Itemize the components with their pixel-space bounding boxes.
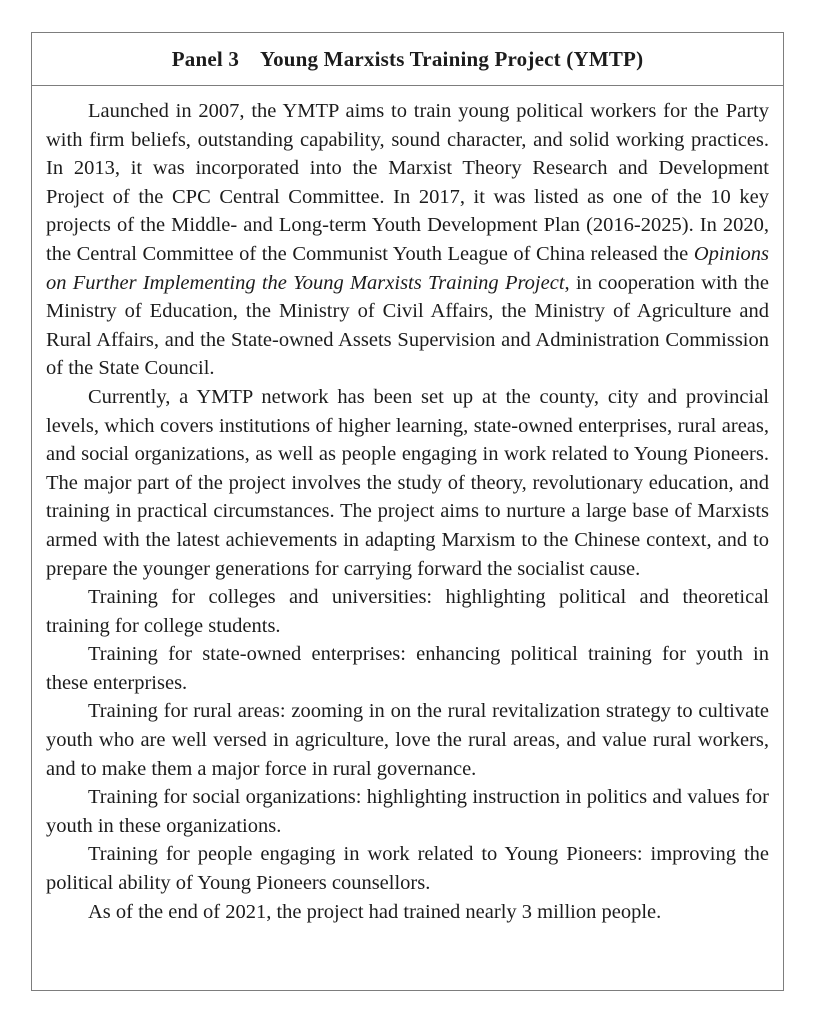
paragraph-social-organizations: Training for social organizations: highlighting instruction in politics and values for youth in these organizations. — [46, 786, 769, 837]
paragraph-intro — [46, 97, 769, 383]
panel-header — [32, 33, 783, 86]
paragraph-intro-text-2: , in cooperation with the Ministry of Education, the Ministry of Civil Affairs, the Ministry of Agriculture and Rural Affairs, and the State-owned Assets Supervision and Administration Commission of the State Council. — [46, 271, 769, 380]
panel-number: Panel 3 — [171, 46, 240, 71]
paragraph-intro-text-1: Launched in 2007, the YMTP aims to train young political workers for the Party with firm beliefs, outstanding capability, sound character, and solid working practices. In 2013, it was incorporated into the Marxist Theory Research and Development Project of the CPC Central Committee. In 2017, it was listed as one of the 10 key projects of the Middle- and Long-term Youth Development Plan (2016-2025). In 2020, the Central Committee of the Communist Youth League of China released the — [46, 100, 769, 265]
panel-body — [32, 86, 783, 926]
paragraph-young-pioneers: Training for people engaging in work related to Young Pioneers: improving the political ability of Young Pioneers counsellors. — [46, 843, 769, 895]
panel-box — [31, 32, 784, 991]
paragraph-rural-areas: Training for rural areas: zooming in on the rural revitalization strategy to cultivate youth who are well versed in agriculture, love the rural areas, and value rural workers, and to make them a major force in rural governance. — [46, 700, 769, 780]
paragraph-colleges: Training for colleges and universities: highlighting political and theoretical training for college students. — [46, 586, 769, 637]
paragraph-state-owned-enterprises: Training for state-owned enterprises: enhancing political training for youth in these enterprises. — [46, 643, 769, 694]
paragraph-intro-italic-title: Opinions on Further Implementing the Young Marxists Training Project — [46, 242, 769, 294]
paragraph-network: Currently, a YMTP network has been set up at the county, city and provincial levels, which covers institutions of higher learning, state-owned enterprises, rural areas, and social organizations, as well as people engaging in work related to Young Pioneers. The major part of the project involves the study of theory, revolutionary education, and training in practical circumstances. The project aims to nurture a large base of Marxists armed with the latest achievements in adapting Marxism to the Chinese context, and to prepare the younger generations for carrying forward the socialist cause. — [46, 385, 769, 580]
paragraph-summary: As of the end of 2021, the project had trained nearly 3 million people. — [88, 900, 662, 923]
panel-title: Young Marxists Training Project (YMTP) — [260, 46, 644, 71]
